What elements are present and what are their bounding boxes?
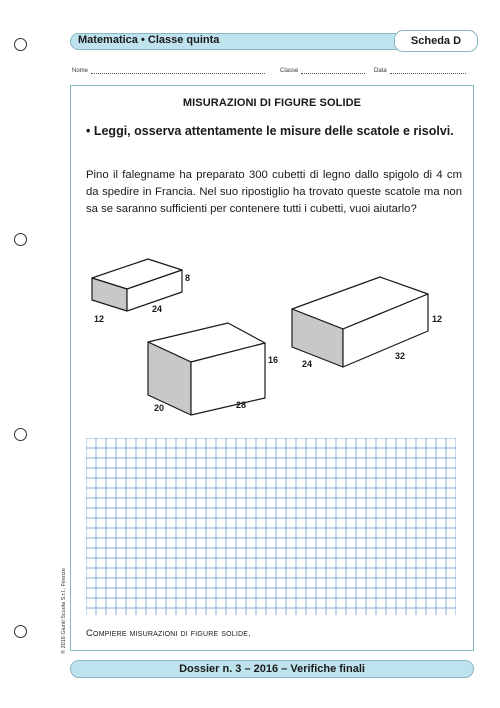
footer-bar xyxy=(70,660,474,678)
footer-dossier: Dossier n. 3 – 2016 – Verifiche finali xyxy=(179,663,365,675)
binder-hole-top xyxy=(14,38,27,51)
binder-hole-upper-middle xyxy=(14,233,27,246)
box-medium-depth-label: 20 xyxy=(154,403,165,413)
box-large-depth-label: 24 xyxy=(302,359,313,369)
sheet-label: Scheda D xyxy=(410,35,462,47)
class-field[interactable] xyxy=(280,68,365,74)
worksheet-title: MISURAZIONI DI FIGURE SOLIDE xyxy=(182,97,362,109)
instruction-text: • Leggi, osserva attentamente le misure delle scatole e risolvi. xyxy=(86,124,454,138)
box-small xyxy=(92,259,182,311)
date-label: Data xyxy=(374,68,387,74)
class-line xyxy=(301,68,365,74)
box-medium-width-label: 28 xyxy=(236,400,247,410)
binder-hole-bottom xyxy=(14,625,27,638)
box-figures xyxy=(70,255,474,425)
problem-text: Pino il falegname ha preparato 300 cubetti di legno dallo spigolo di 4 cm da spedire in Francia. Nel suo ripostiglio ha trovato queste scatole ma non sa se saranno sufficienti per contenere tutti i cubetti, vuoi aiutarlo? xyxy=(86,169,462,215)
box-medium xyxy=(148,323,265,415)
name-label: Nome xyxy=(72,68,89,74)
copyright-text: © 2016 Giunti Scuola S.r.l., Firenze xyxy=(61,568,67,654)
box-small-height-label: 8 xyxy=(185,273,191,283)
box-medium-height-label: 16 xyxy=(268,355,279,365)
grid-lines xyxy=(86,438,456,615)
box-small-width-label: 24 xyxy=(152,304,163,314)
class-label: Classe xyxy=(280,68,299,74)
name-field[interactable] xyxy=(72,68,265,74)
working-grid[interactable] xyxy=(86,438,456,615)
date-field[interactable] xyxy=(374,68,466,74)
sheet-tab xyxy=(394,30,478,52)
caption xyxy=(86,628,251,639)
caption-text: Compiere misurazioni di figure solide. xyxy=(86,628,251,639)
date-line xyxy=(390,68,466,74)
box-large-width-label: 32 xyxy=(395,351,406,361)
box-large xyxy=(292,277,428,367)
header-title: Matematica • Classe quinta xyxy=(78,34,220,46)
box-small-depth-label: 12 xyxy=(94,314,105,324)
name-line xyxy=(91,68,265,74)
binder-hole-lower-middle xyxy=(14,428,27,441)
box-large-height-label: 12 xyxy=(432,314,443,324)
